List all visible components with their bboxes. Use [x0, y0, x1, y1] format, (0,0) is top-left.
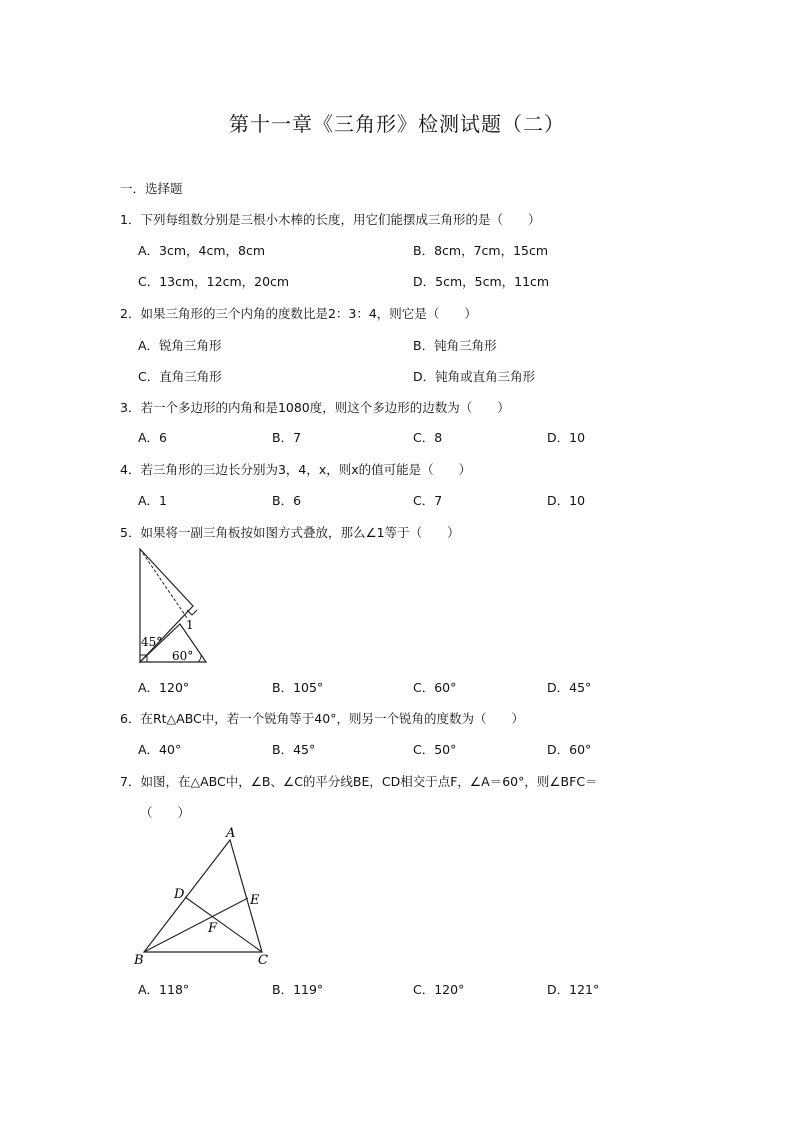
q6-option-a: A．40°: [138, 742, 182, 757]
q3-option-c: C．8: [413, 430, 443, 445]
q7-option-c: C．120°: [413, 982, 465, 997]
page-title: 第十一章《三角形》检测试题（二）: [229, 112, 565, 136]
q2-option-a: A．锐角三角形: [138, 338, 222, 353]
q4-option-c: C．7: [413, 493, 443, 508]
question-3-stem: 3．若一个多边形的内角和是1080度，则这个多边形的边数为（ ）: [120, 400, 510, 415]
q4-option-b: B．6: [272, 493, 302, 508]
q5-option-d: D．45°: [547, 680, 592, 695]
question-6-stem: 6．在Rt△ABC中，若一个锐角等于40°，则另一个锐角的度数为（ ）: [120, 711, 524, 726]
q3-option-a: A．6: [138, 430, 168, 445]
question-7-stem-cont: （ ）: [140, 805, 191, 820]
q1-option-a: A．3cm，4cm，8cm: [138, 243, 266, 258]
section-heading: 一．选择题: [120, 181, 183, 196]
label-60: 60°: [172, 649, 194, 663]
label-45: 45°: [141, 635, 163, 649]
triangle-abc-figure: [132, 822, 282, 972]
angle-arc-60: [198, 654, 201, 662]
q5-option-a: A．120°: [138, 680, 190, 695]
q3-option-b: B．7: [272, 430, 302, 445]
label-e: E: [250, 893, 260, 908]
label-angle-1: 1: [186, 618, 194, 632]
q6-option-c: C．50°: [413, 742, 457, 757]
q4-option-d: D．10: [547, 493, 586, 508]
q5-option-c: C．60°: [413, 680, 457, 695]
question-5-stem: 5．如果将一副三角板按如图方式叠放，那么∠1等于（ ）: [120, 525, 460, 540]
q3-option-d: D．10: [547, 430, 586, 445]
q6-option-d: D．60°: [547, 742, 592, 757]
q1-option-c: C．13cm，12cm，20cm: [138, 274, 290, 289]
label-c: C: [258, 953, 268, 968]
q5-option-b: B．105°: [272, 680, 324, 695]
q7-option-b: B．119°: [272, 982, 324, 997]
q2-option-d: D．钝角或直角三角形: [413, 369, 536, 384]
triangle-rulers-figure: [134, 544, 214, 668]
bisector-be: [144, 898, 248, 952]
label-f: F: [208, 921, 218, 936]
q2-option-c: C．直角三角形: [138, 369, 222, 384]
question-4-stem: 4．若三角形的三边长分别为3，4，x，则x的值可能是（ ）: [120, 462, 472, 477]
q2-option-b: B．钝角三角形: [413, 338, 497, 353]
dashed-line: [140, 549, 187, 618]
q6-option-b: B．45°: [272, 742, 316, 757]
question-1-stem: 1．下列每组数分别是三根小木棒的长度，用它们能摆成三角形的是（ ）: [120, 212, 541, 227]
label-d: D: [174, 887, 185, 902]
q4-option-a: A．1: [138, 493, 168, 508]
q1-option-b: B．8cm，7cm，15cm: [413, 243, 549, 258]
triangle-abc: [144, 840, 262, 952]
q7-option-a: A．118°: [138, 982, 190, 997]
label-a: A: [226, 826, 236, 841]
q1-option-d: D．5cm，5cm，11cm: [413, 274, 550, 289]
question-7-stem: 7．如图，在△ABC中，∠B、∠C的平分线BE，CD相交于点F，∠A＝60°，则∠BFC＝: [120, 774, 598, 789]
q7-option-d: D．121°: [547, 982, 600, 997]
question-2-stem: 2．如果三角形的三个内角的度数比是2：3：4，则它是（ ）: [120, 306, 477, 321]
label-b: B: [134, 953, 144, 968]
